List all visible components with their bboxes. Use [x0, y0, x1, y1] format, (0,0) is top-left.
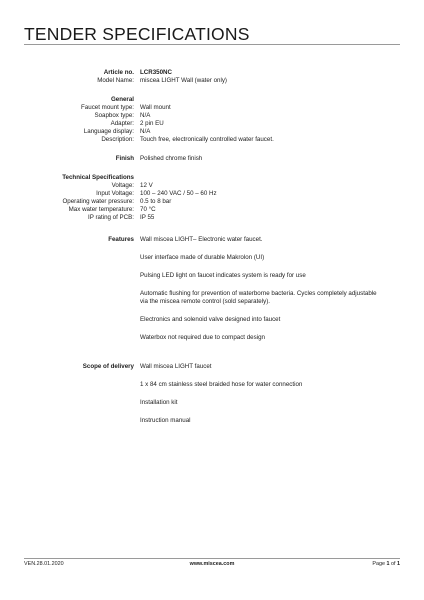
technical-value: 70 °C: [140, 206, 156, 213]
technical-value: 100 – 240 VAC / 50 – 60 Hz: [140, 190, 217, 197]
article-no-value: LCR350NC: [140, 69, 172, 76]
finish-label: Finish: [115, 155, 134, 162]
footer-version: VEN.28.01.2020: [24, 561, 64, 567]
technical-label: Voltage:: [111, 182, 134, 189]
scope-row: [0, 417, 424, 425]
technical-label: Input Voltage:: [96, 190, 134, 197]
scope-row: [0, 381, 424, 389]
features-row: [0, 316, 424, 324]
technical-value: IP 55: [140, 214, 155, 221]
page-total: 1: [397, 561, 400, 567]
page-prefix: Page: [372, 561, 385, 567]
features-row: [0, 290, 424, 305]
technical-label: Max water temperature:: [68, 206, 134, 213]
general-row: [0, 120, 424, 128]
features-row: [0, 254, 424, 262]
general-label: Description:: [101, 136, 134, 143]
general-label: Language display:: [83, 128, 134, 135]
general-label: Adapter:: [110, 120, 134, 127]
general-heading: General: [110, 96, 134, 103]
feature-item: User interface made of durable Makrolon (UI): [140, 254, 265, 261]
scope-row: [0, 363, 424, 371]
general-value: N/A: [140, 112, 151, 119]
scope-label: Scope of delivery: [82, 363, 134, 370]
general-row: [0, 128, 424, 136]
general-value: Touch free, electronically controlled water faucet.: [140, 136, 274, 143]
general-row: [0, 136, 424, 144]
page-title: TENDER SPECIFICATIONS: [24, 24, 250, 44]
technical-row: [0, 206, 424, 214]
feature-item: Electronics and solenoid valve designed into faucet: [140, 316, 281, 323]
model-name-row: [0, 77, 424, 85]
footer-website-link[interactable]: www.miscea.com: [189, 561, 235, 567]
footer-divider: [24, 558, 400, 559]
scope-item: Wall miscea LIGHT faucet: [140, 363, 212, 370]
technical-row: [0, 182, 424, 190]
feature-item: Automatic flushing for prevention of waterborne bacteria. Cycles completely adjustable via the miscea remote control (sold separately).: [140, 290, 377, 305]
general-value: N/A: [140, 128, 151, 135]
model-name-value: miscea LIGHT Wall (water only): [140, 77, 227, 84]
scope-item: 1 x 84 cm stainless steel braided hose for water connection: [140, 381, 303, 388]
model-name-label: Model Name:: [97, 77, 134, 84]
technical-label: Operating water pressure:: [62, 198, 134, 205]
general-value: 2 pin EU: [140, 120, 164, 127]
technical-value: 12 V: [140, 182, 153, 189]
features-row: [0, 334, 424, 342]
general-label: Soapbox type:: [94, 112, 134, 119]
feature-item: Waterbox not required due to compact design: [140, 334, 265, 341]
feature-item: Pulsing LED light on faucet indicates system is ready for use: [140, 272, 306, 279]
general-row: [0, 112, 424, 120]
finish-value: Polished chrome finish: [140, 155, 203, 162]
technical-row: [0, 214, 424, 222]
technical-value: 0.5 to 8 bar: [140, 198, 172, 205]
general-value: Wall mount: [140, 104, 171, 111]
scope-item: Instruction manual: [140, 417, 191, 424]
technical-label: IP rating of PCB:: [88, 214, 134, 221]
technical-row: [0, 190, 424, 198]
feature-item: Wall miscea LIGHT– Electronic water faucet.: [140, 236, 263, 243]
technical-heading: Technical Specifications: [62, 174, 134, 181]
scope-item: Installation kit: [140, 399, 178, 406]
title-divider: [24, 44, 400, 45]
general-heading-row: [0, 96, 424, 104]
scope-row: [0, 399, 424, 407]
article-no-label: Article no.: [103, 69, 134, 76]
general-label: Faucet mount type:: [81, 104, 134, 111]
technical-row: [0, 198, 424, 206]
features-row: [0, 236, 424, 244]
footer-page-number: [372, 561, 400, 568]
page-of: of: [391, 561, 396, 567]
page-current: 1: [386, 561, 390, 567]
finish-row: [0, 155, 424, 163]
technical-heading-row: [0, 174, 424, 182]
general-row: [0, 104, 424, 112]
article-no-row: [0, 69, 424, 77]
features-row: [0, 272, 424, 280]
features-label: Features: [108, 236, 134, 243]
